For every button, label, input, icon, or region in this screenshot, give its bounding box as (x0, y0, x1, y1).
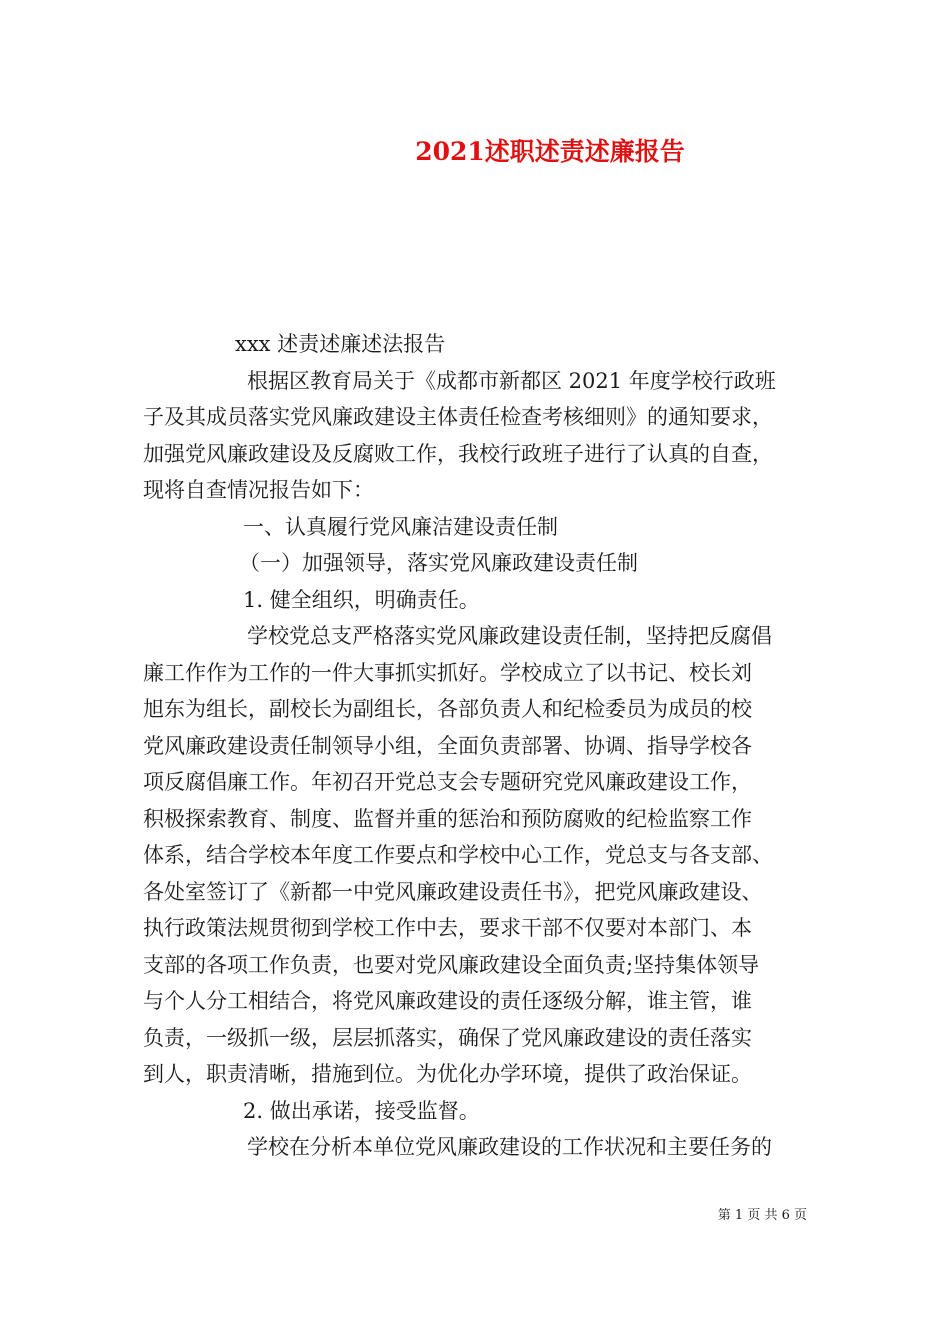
body-line: 负责，一级抓一级，层层抓落实，确保了党风廉政建设的责任落实 (143, 1025, 752, 1050)
body-line: 加强党风廉政建设及反腐败工作，我校行政班子进行了认真的自查， (143, 441, 773, 466)
body-line: 旭东为组长，副校长为副组长，各部负责人和纪检委员为成员的校 (143, 697, 752, 721)
page-number-footer: 第 1 页 共 6 页 (717, 1208, 807, 1223)
body-line: 廉工作作为工作的一件大事抓实抓好。学校成立了以书记、校长刘 (143, 660, 752, 685)
body-line: 体系，结合学校本年度工作要点和学校中心工作，党总支与各支部、 (143, 843, 773, 867)
body-line: 支部的各项工作负责，也要对党风廉政建设全面负责;坚持集体领导 (143, 952, 760, 977)
body-line: 与个人分工相结合，将党风廉政建设的责任逐级分解，谁主管，谁 (143, 989, 752, 1013)
body-line: 一、认真履行党风廉洁建设责任制 (243, 514, 558, 539)
body-line: 2. 做出承诺，接受监督。 (243, 1098, 480, 1123)
body-line: 学校在分析本单位党风廉政建设的工作状况和主要任务的 (247, 1135, 772, 1159)
body-line: 现将自查情况报告如下： (143, 478, 374, 502)
body-line: 子及其成员落实党风廉政建设主体责任检查考核细则》的通知要求， (143, 405, 773, 429)
document-body (143, 326, 823, 1166)
body-line: 积极探索教育、制度、监督并重的惩治和预防腐败的纪检监察工作 (143, 806, 752, 831)
body-line: 到人，职责清晰，措施到位。为优化办学环境，提供了政治保证。 (143, 1062, 752, 1086)
body-line: 项反腐倡廉工作。年初召开党总支会专题研究党风廉政建设工作， (143, 770, 752, 794)
body-line: 学校党总支严格落实党风廉政建设责任制，坚持把反腐倡 (247, 624, 772, 648)
body-lines (143, 363, 823, 1166)
body-line: （一）加强领导，落实党风廉政建设责任制 (239, 551, 638, 575)
document-title: 2021述职述责述廉报告 (415, 137, 685, 166)
report-subtitle: xxx 述责述廉述法报告 (235, 332, 446, 356)
body-line: 执行政策法规贯彻到学校工作中去，要求干部不仅要对本部门、本 (143, 916, 752, 940)
body-line: 1. 健全组织，明确责任。 (243, 587, 480, 612)
body-line: 党风廉政建设责任制领导小组，全面负责部署、协调、指导学校各 (143, 733, 752, 758)
body-line: 各处室签订了《新都一中党风廉政建设责任书》，把党风廉政建设、 (143, 879, 763, 904)
body-line: 根据区教育局关于《成都市新都区 2021 年度学校行政班 (247, 368, 776, 393)
